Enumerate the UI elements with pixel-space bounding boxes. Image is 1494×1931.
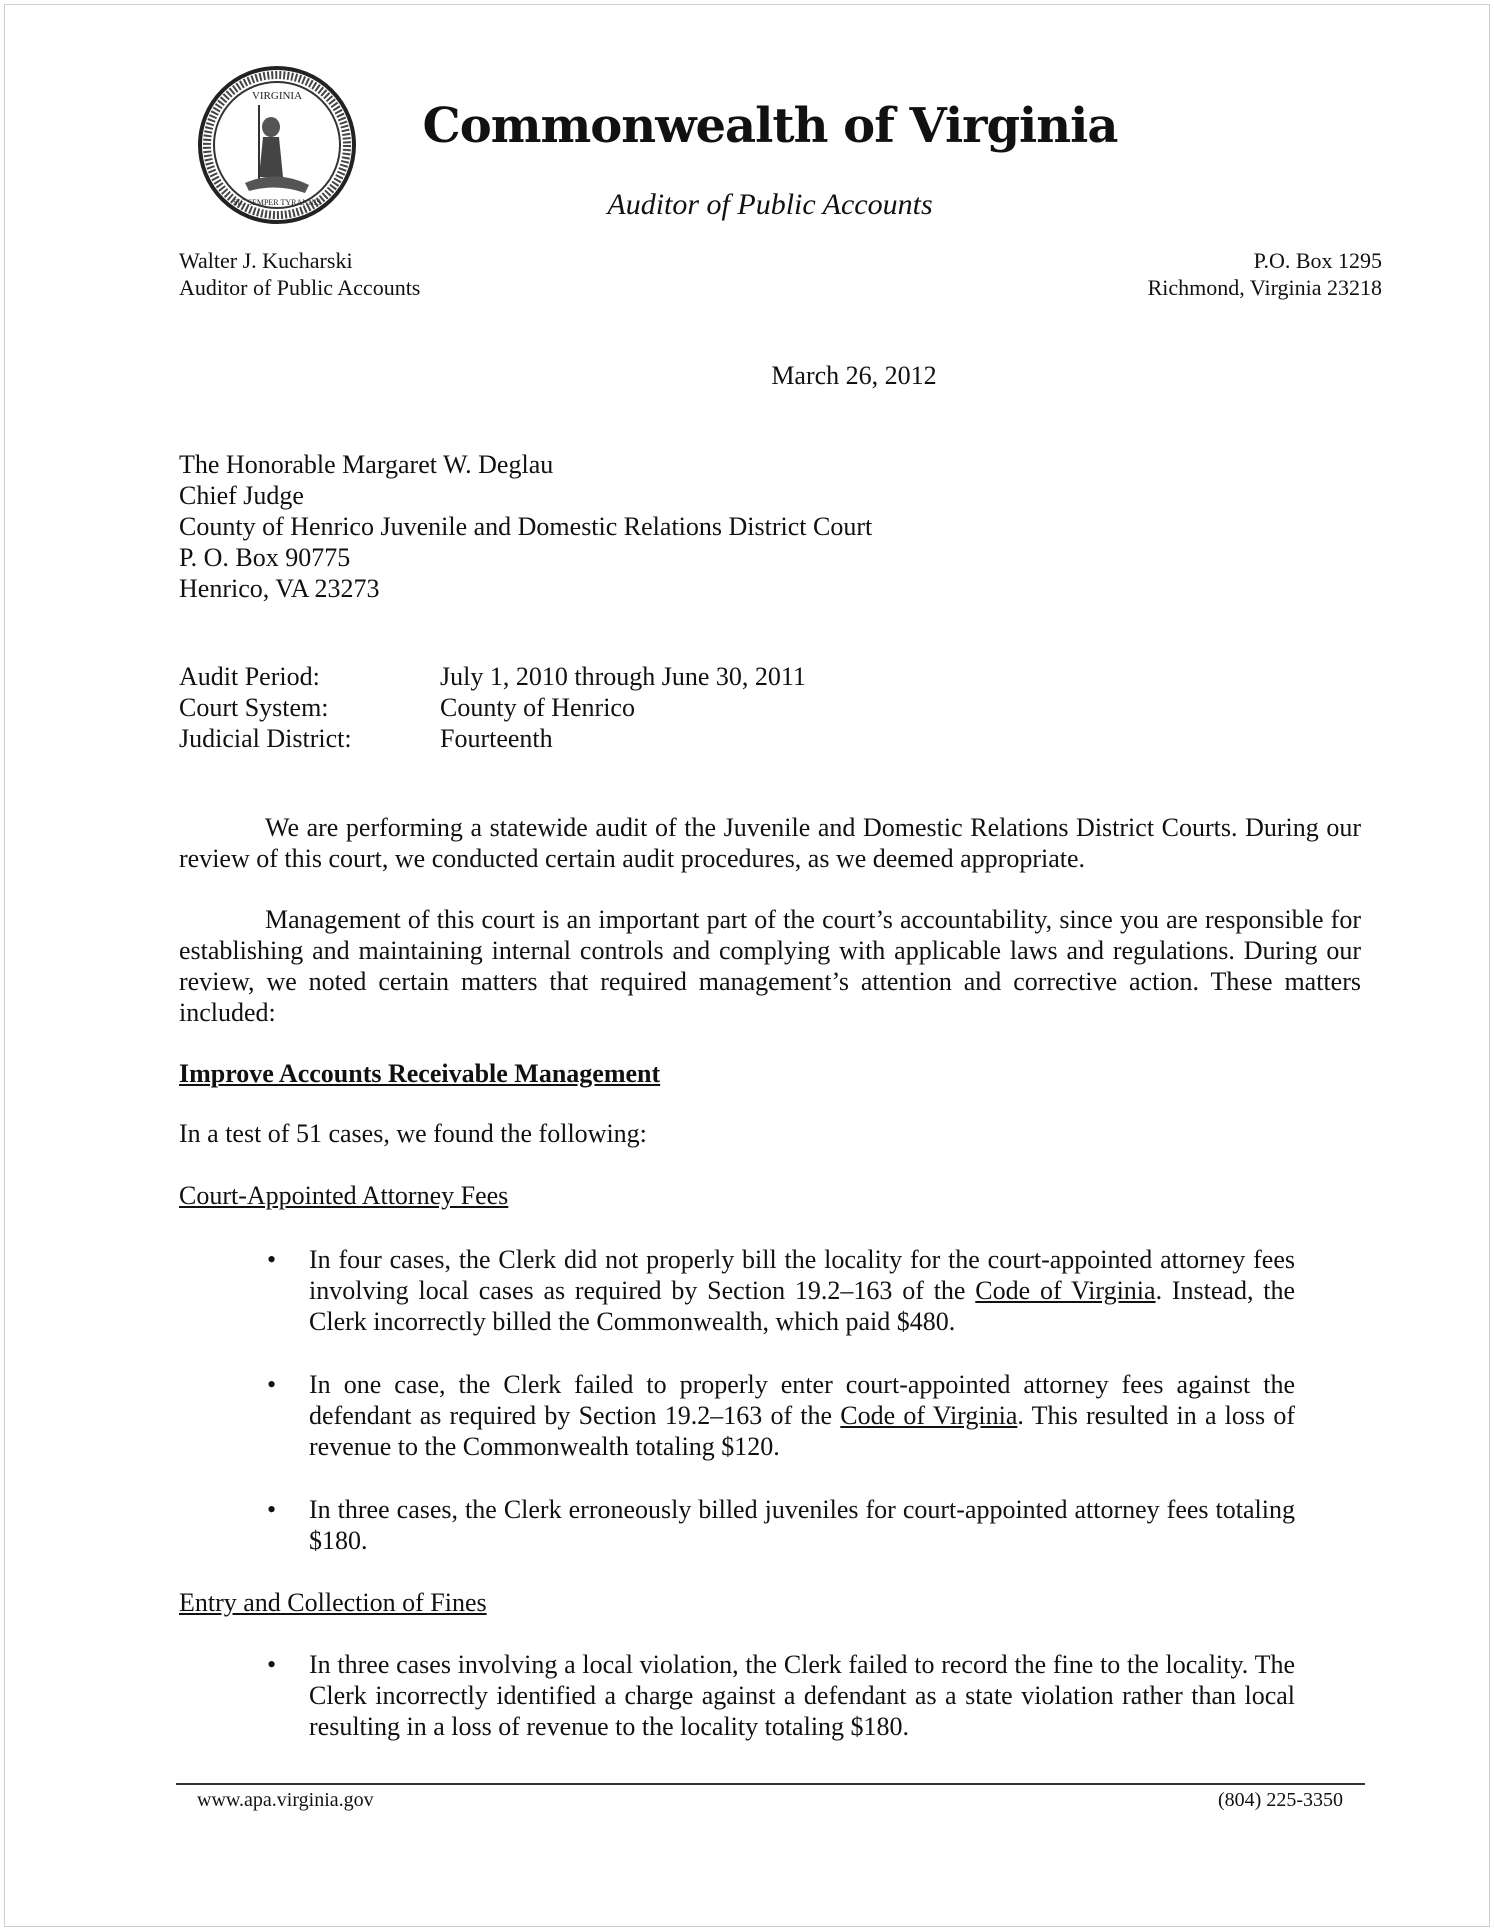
- city-state: Richmond, Virginia 23218: [1147, 275, 1382, 300]
- subsection-heading: Court-Appointed Attorney Fees: [179, 1181, 509, 1210]
- addressee-line: P. O. Box 90775: [179, 543, 351, 572]
- paragraph: We are performing a statewide audit of the Juvenile and Domestic Relations District Courts. During our review of this court, we conducted certain audit procedures, as we deemed appropriate.: [179, 813, 1361, 873]
- audit-label: Judicial District:: [179, 724, 352, 753]
- svg-text:VIRGINIA: VIRGINIA: [251, 90, 303, 102]
- sender-block: [179, 247, 420, 301]
- audit-value: Fourteenth: [440, 724, 553, 753]
- code-of-virginia-ref: Code of Virginia: [840, 1401, 1018, 1430]
- addressee-line: The Honorable Margaret W. Deglau: [179, 450, 554, 479]
- finding-bullet: • In one case, the Clerk failed to properly enter court-appointed attorney fees against the defendant as required by Section 19.2–163 of the Code of Virginia. This resulted in a loss of revenue to the Commonwealth totaling $120.: [267, 1370, 1295, 1461]
- letterhead-title: Commonwealth of Virginia: [422, 98, 1118, 154]
- audit-label: Court System:: [179, 693, 329, 722]
- audit-info: [179, 661, 806, 754]
- audit-value: July 1, 2010 through June 30, 2011: [440, 662, 806, 691]
- finding-bullet: • In three cases, the Clerk erroneously billed juveniles for court-appointed attorney fees totaling $180.: [267, 1495, 1295, 1555]
- bullet-icon: •: [267, 1650, 277, 1679]
- test-intro: In a test of 51 cases, we found the following:: [179, 1119, 647, 1148]
- bullet-icon: •: [267, 1370, 277, 1399]
- letter-date: March 26, 2012: [771, 361, 937, 390]
- subsection-heading: Entry and Collection of Fines: [179, 1588, 487, 1617]
- code-of-virginia-ref: Code of Virginia: [975, 1276, 1156, 1305]
- bullet-icon: •: [267, 1245, 277, 1274]
- footer-website: www.apa.virginia.gov: [197, 1789, 374, 1811]
- addressee-block: [179, 449, 872, 604]
- finding-bullet: • In four cases, the Clerk did not properly bill the locality for the court-appointed attorney fees involving local cases as required by Section 19.2–163 of the Code of Virginia. Instead, the Clerk incorrectly billed the Commonwealth, which paid $480.: [267, 1245, 1296, 1336]
- section-heading: Improve Accounts Receivable Management: [179, 1059, 661, 1088]
- finding-bullet: • In three cases involving a local violation, the Clerk failed to record the fine to the locality. The Clerk incorrectly identified a charge against a defendant as a state violation rather than local resulting in a loss of revenue to the locality totaling $180.: [267, 1650, 1295, 1741]
- sender-title: Auditor of Public Accounts: [179, 275, 421, 300]
- audit-label: Audit Period:: [179, 662, 320, 691]
- letterhead-subtitle: Auditor of Public Accounts: [607, 188, 933, 221]
- office-address: [1148, 247, 1382, 301]
- addressee-line: County of Henrico Juvenile and Domestic Relations District Court: [179, 512, 873, 541]
- paragraph: Management of this court is an important part of the court’s accountability, since you are responsible for establishing and maintaining internal controls and complying with applicable laws and regulations. During our review, we noted certain matters that required management’s attention and corrective action. These matters included:: [179, 905, 1361, 1027]
- addressee-line: Henrico, VA 23273: [179, 574, 380, 603]
- svg-text:SIC SEMPER TYRANNIS: SIC SEMPER TYRANNIS: [233, 198, 321, 207]
- bullet-icon: •: [267, 1495, 277, 1524]
- po-box: P.O. Box 1295: [1253, 248, 1382, 273]
- audit-value: County of Henrico: [440, 693, 635, 722]
- footer-divider: [176, 1783, 1365, 1785]
- addressee-line: Chief Judge: [179, 481, 304, 510]
- footer-phone: (804) 225-3350: [1218, 1789, 1343, 1811]
- sender-name: Walter J. Kucharski: [179, 248, 353, 273]
